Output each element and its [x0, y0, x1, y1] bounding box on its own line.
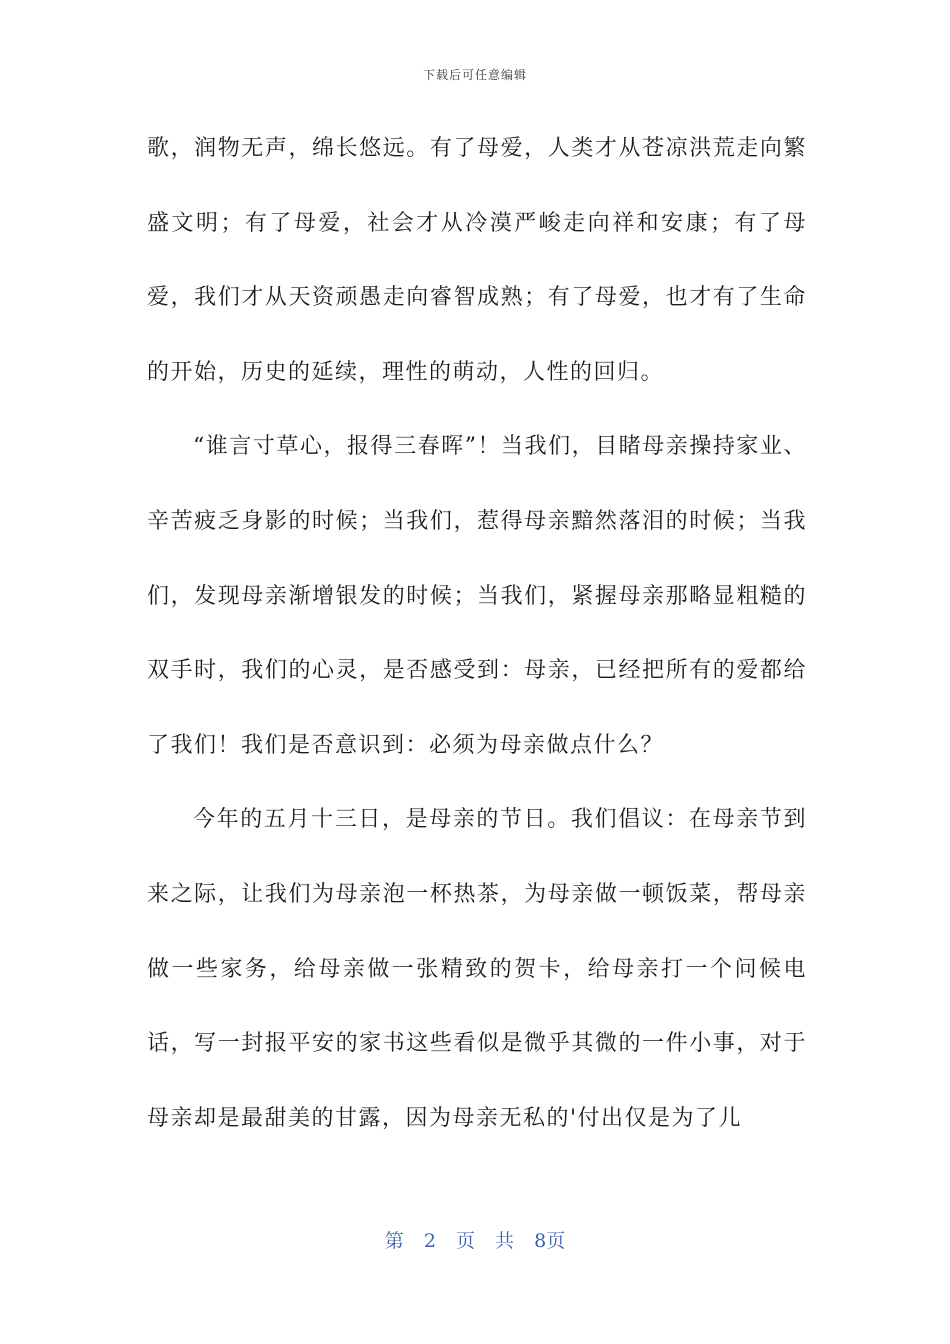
- paragraph-quote: “谁言寸草心，报得三春晖”！当我们，目睹母亲操持家业、辛苦疲乏身影的时候；当我们，惹得母亲黯然落泪的时候；当我们，发现母亲渐增银发的时候；当我们，紧握母亲那略显粗糙的双手时，我们的心灵，是否感受到：母亲，已经把所有的爱都给了我们！我们是否意识到：必须为母亲做点什么？: [147, 434, 807, 758]
- document-body: [147, 112, 807, 1156]
- page-label-mid: 页: [455, 1230, 475, 1252]
- paragraph-continued: 歌，润物无声，绵长悠远。有了母爱，人类才从苍凉洪荒走向繁盛文明；有了母爱，社会才从冷漠严峻走向祥和安康；有了母爱，我们才从天资顽愚走向睿智成熟；有了母爱，也才有了生命的开始，历史的延续，理性的萌动，人性的回归。: [147, 136, 807, 385]
- total-label: 共: [495, 1230, 515, 1252]
- paragraph-proposal: 今年的五月十三日，是母亲的节日。我们倡议：在母亲节到来之际，让我们为母亲泡一杯热茶，为母亲做一顿饭菜，帮母亲做一些家务，给母亲做一张精致的贺卡，给母亲打一个问候电话，写一封报平安的家书这些看似是微乎其微的一件小事，对于母亲却是最甜美的甘露，因为母亲无私的'付出仅是为了儿: [147, 807, 807, 1131]
- page-number-footer: [0, 1226, 950, 1253]
- page-header-note: 下载后可任意编辑: [422, 68, 527, 82]
- page-label-prefix: 第: [384, 1230, 404, 1252]
- total-pages: 8页: [534, 1230, 566, 1252]
- current-page-number: 2: [423, 1230, 436, 1252]
